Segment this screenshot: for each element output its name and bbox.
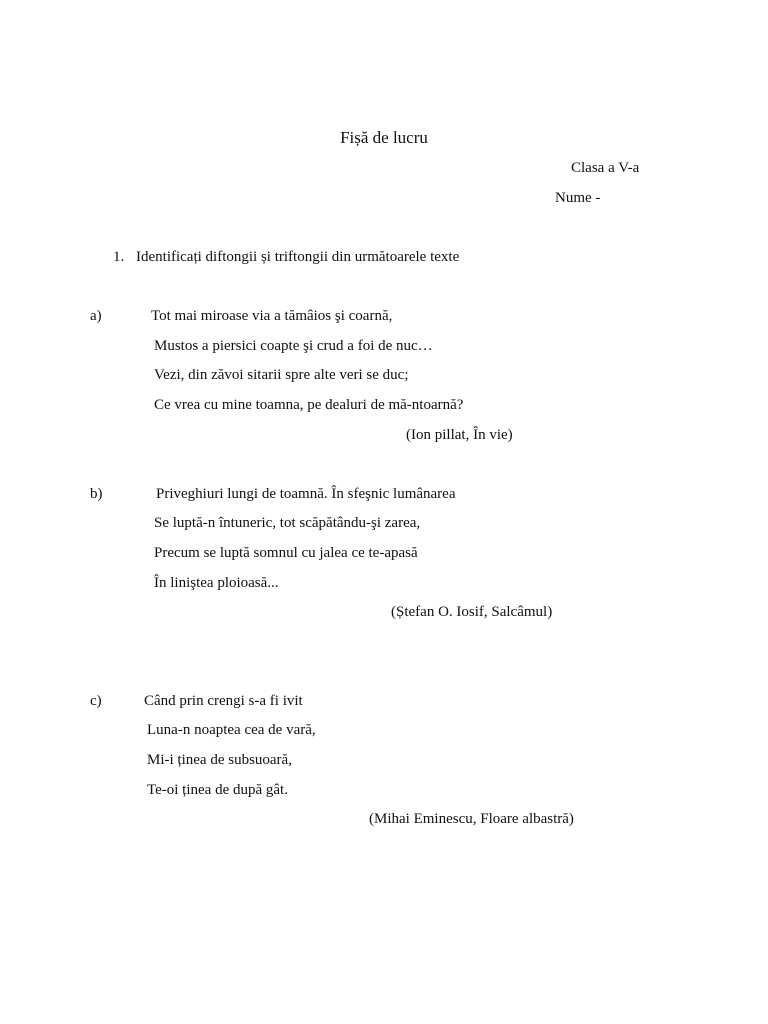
page-title: Fișă de lucru: [340, 128, 428, 147]
poem-a-label: a): [90, 308, 102, 324]
poem-b-line: În liniştea ploioasă...: [154, 575, 279, 591]
class-line: Clasa a V-a: [571, 160, 640, 176]
name-line: Nume -: [555, 190, 601, 206]
poem-c-line: Te-oi ținea de după gât.: [147, 782, 288, 798]
poem-a-line: Tot mai miroase via a tămâios şi coarnă,: [151, 308, 393, 324]
poem-a-line: Ce vrea cu mine toamna, pe dealuri de mă-ntoarnă?: [154, 397, 464, 413]
poem-a-source: (Ion pillat, În vie): [406, 427, 513, 443]
poem-b-line: Priveghiuri lungi de toamnă. În sfeşnic lumânarea: [156, 486, 456, 502]
poem-b-line: Se luptă-n întuneric, tot scăpătându-şi zarea,: [154, 515, 421, 531]
poem-c-source: (Mihai Eminescu, Floare albastră): [369, 811, 574, 827]
poem-c-line: Luna-n noaptea cea de vară,: [147, 722, 316, 738]
task-instruction: Identificați diftongii și triftongii din următoarele texte: [136, 249, 460, 265]
poem-c-line: Mi-i ținea de subsuoară,: [147, 752, 292, 768]
poem-b-label: b): [90, 486, 103, 502]
poem-a-line: Vezi, din zăvoi sitarii spre alte veri se duc;: [154, 367, 409, 383]
poem-a-line: Mustos a piersici coapte şi crud a foi de nuc…: [154, 338, 433, 354]
poem-b-line: Precum se luptă somnul cu jalea ce te-apasă: [154, 545, 418, 561]
task-number: 1.: [113, 249, 125, 265]
poem-b-source: (Ștefan O. Iosif, Salcâmul): [391, 604, 553, 620]
poem-c-line: Când prin crengi s-a fi ivit: [144, 693, 303, 709]
poem-c-label: c): [90, 693, 102, 709]
